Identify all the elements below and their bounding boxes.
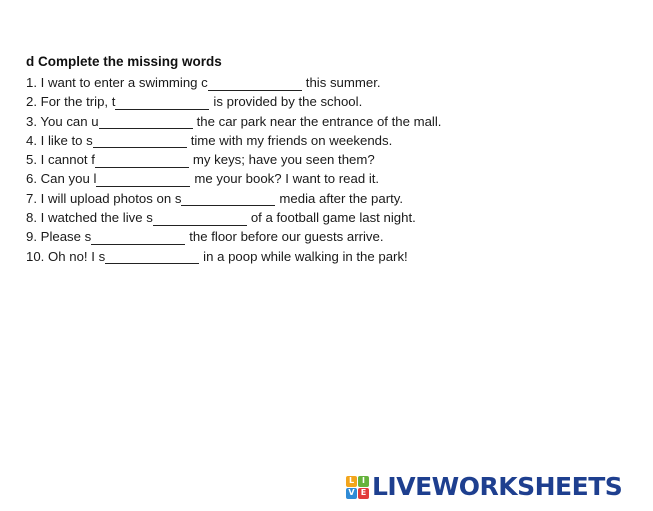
- question-list: [26, 73, 626, 266]
- answer-input-7[interactable]: [181, 192, 275, 206]
- liveworksheets-logo: [346, 474, 622, 500]
- question-9: [26, 227, 626, 246]
- answer-input-5[interactable]: [95, 154, 189, 168]
- question-text-before: 9. Please s: [26, 229, 92, 245]
- logo-tile-i: I: [358, 476, 369, 487]
- answer-input-6[interactable]: [96, 173, 190, 187]
- question-text-after: is provided by the school.: [213, 94, 363, 110]
- answer-input-1[interactable]: [208, 77, 302, 91]
- question-text-before: 6. Can you l: [26, 171, 97, 187]
- logo-tile-e: E: [358, 488, 369, 499]
- logo-tile-v: V: [346, 488, 357, 499]
- question-text-before: 7. I will upload photos on s: [26, 190, 182, 206]
- question-text-before: 3. You can u: [26, 113, 99, 129]
- question-text-after: in a poop while walking in the park!: [203, 248, 408, 264]
- worksheet-title: d Complete the missing words: [26, 54, 222, 69]
- answer-input-4[interactable]: [93, 134, 187, 148]
- answer-input-3[interactable]: [99, 115, 193, 129]
- answer-input-10[interactable]: [105, 250, 199, 264]
- logo-wordmark: LIVEWORKSHEETS: [372, 472, 623, 501]
- question-text-after: time with my friends on weekends.: [190, 132, 393, 148]
- question-text-before: 5. I cannot f: [26, 152, 95, 168]
- question-4: [26, 131, 626, 150]
- question-text-after: the floor before our guests arrive.: [189, 229, 384, 245]
- answer-input-2[interactable]: [115, 96, 209, 110]
- question-text-before: 2. For the trip, t: [26, 94, 116, 110]
- question-1: [26, 73, 626, 92]
- question-2: [26, 92, 626, 111]
- question-5: [26, 150, 626, 169]
- question-text-after: the car park near the entrance of the mall.: [196, 113, 442, 129]
- question-text-before: 10. Oh no! I s: [26, 248, 106, 264]
- question-text-before: 1. I want to enter a swimming c: [26, 75, 208, 90]
- question-6: [26, 169, 626, 188]
- question-text-after: my keys; have you seen them?: [192, 152, 375, 168]
- answer-input-8[interactable]: [153, 212, 247, 226]
- logo-tile-l: L: [346, 476, 357, 487]
- question-text-after: me your book? I want to read it.: [194, 171, 380, 187]
- answer-input-9[interactable]: [91, 231, 185, 245]
- question-text-after: of a football game last night.: [250, 210, 416, 226]
- question-10: [26, 247, 626, 266]
- question-8: [26, 208, 626, 227]
- question-7: [26, 189, 626, 208]
- worksheet: [26, 54, 626, 266]
- question-3: [26, 112, 626, 131]
- question-text-after: media after the party.: [279, 190, 404, 206]
- question-text-before: 4. I like to s: [26, 132, 93, 148]
- question-text-after: this summer.: [305, 75, 381, 90]
- question-text-before: 8. I watched the live s: [26, 210, 153, 226]
- logo-tiles-icon: [346, 476, 369, 499]
